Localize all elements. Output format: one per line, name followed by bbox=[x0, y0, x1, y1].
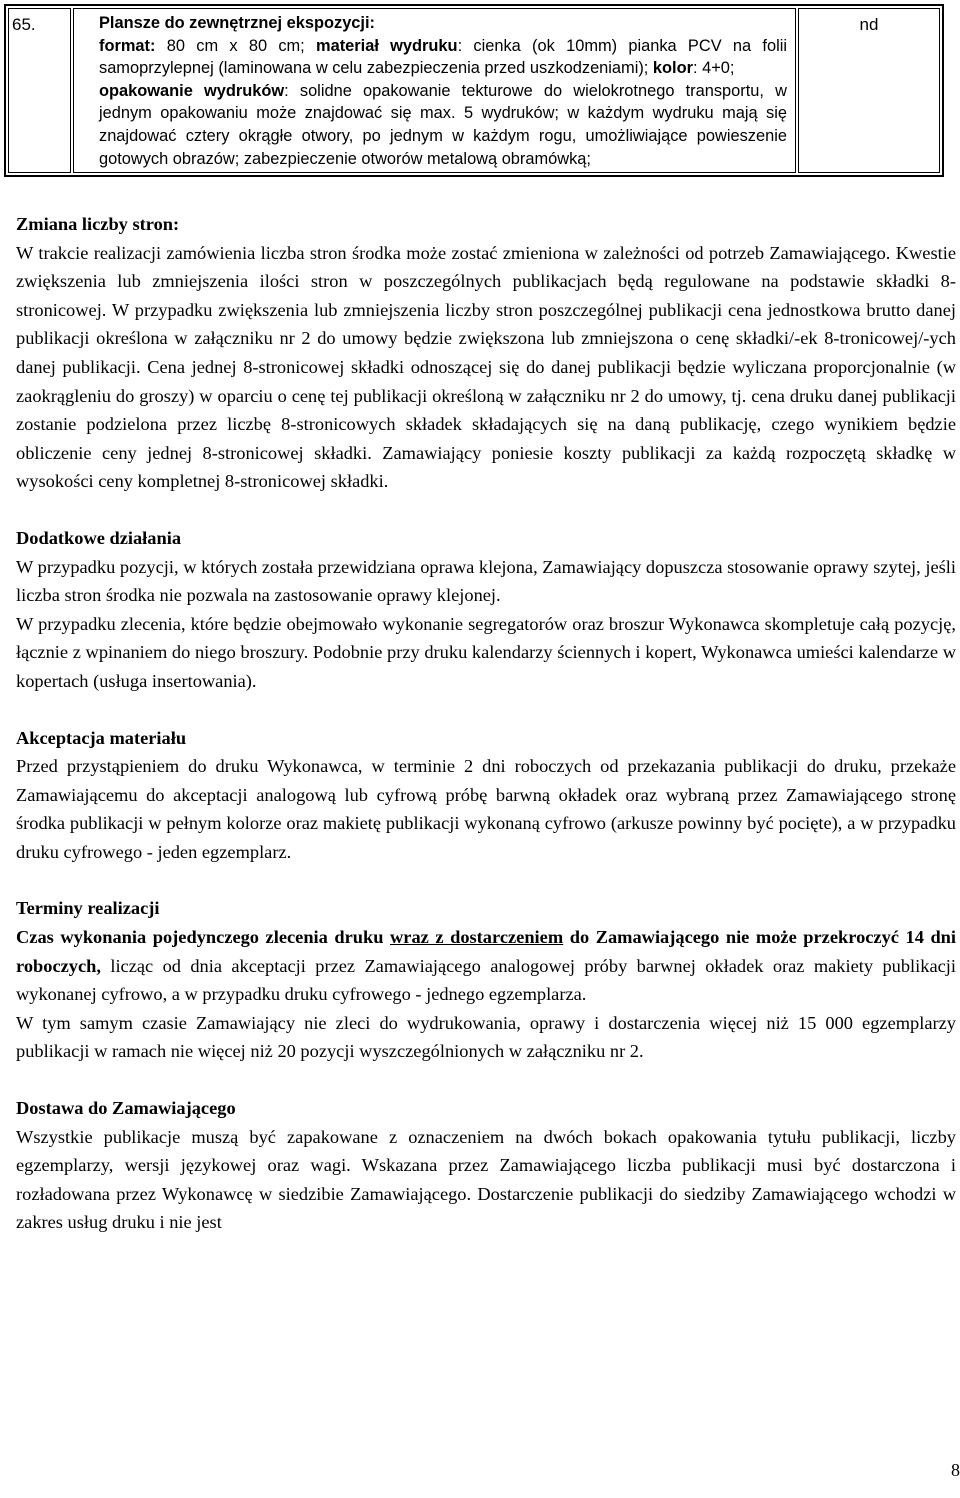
spacer bbox=[16, 696, 956, 724]
paragraph-pages-change: W trakcie realizacji zamówienia liczba stron środka może zostać zmieniona w zależności od potrzeb Zamawiającego. Kwestie zwiększenia lub zmniejszenia ilości stron w poszczególnych publikacjach będą regulowane na podstawie składki 8-stronicowej. W przypadku zwiększenia lub zmniejszenia liczby stron poszczególnej publikacji cena jednostkowa brutto danej publikacji określona w załączniku nr 2 do umowy będzie zwiększona lub zmniejszona o cenę składki/-ek 8-tronicowej/-ych danej publikacji. Cena jednej 8-stronicowej składki odnoszącej się do danej publikacji będzie wyliczana proporcjonalnie (w zaokrągleniu do groszy) w oparciu o cenę tej publikacji określoną w załączniku nr 2 do umowy, tj. cena druku danej publikacji zostanie podzielona przez liczbę 8-stronicowych składek składających się na daną publikację, czego wynikiem będzie obliczenie ceny jednej 8-stronicowej składki. Zamawiający poniesie koszty publikacji za każdą rozpoczętą składkę w wysokości ceny kompletnej 8-stronicowej składki. bbox=[16, 242, 956, 492]
paragraph-delivery: Wszystkie publikacje muszą być zapakowane z oznaczeniem na dwóch bokach opakowania tytułu publikacji, liczby egzemplarzy, wersji językowej oraz wagi. Wskazana przez Zamawiającego liczba publikacji musi być dostarczona i rozładowana przez Wykonawcę w siedzibie Zamawiającego. Dostarczenie publikacji do siedziby Zamawiającego wchodzi w zakres usług druku i nie jest bbox=[16, 1126, 956, 1233]
format-label: format: bbox=[99, 36, 156, 55]
item-title: Plansze do zewnętrznej ekspozycji: bbox=[99, 14, 375, 32]
paragraph-acceptance: Przed przystąpieniem do druku Wykonawca, w terminie 2 dni roboczych od przekazania publikacji do druku, przekaże Zamawiającemu do akceptacji analogową lub cyfrową próbę barwną okładek oraz wybraną przez Zamawiającego stronę środka publikacji w pełnym kolorze oraz makietę publikacji wykonaną cyfrowo (arkusze powinny być pocięte), a w przypadku druku cyfrowego - jeden egzemplarz. bbox=[16, 756, 956, 862]
deadline-underlined: wraz z dostarczeniem bbox=[390, 927, 564, 948]
heading-acceptance: Akceptacja materiału bbox=[16, 727, 187, 748]
spacer bbox=[16, 1066, 956, 1094]
table-row bbox=[8, 8, 940, 173]
document-body bbox=[16, 210, 956, 1237]
spacer bbox=[16, 866, 956, 894]
deadline-bold-end: do Zamawiającego nie może przekroczyć 14 dni roboczych, bbox=[16, 927, 957, 976]
color-value: : 4+0; bbox=[693, 59, 735, 78]
row-description bbox=[73, 8, 796, 173]
paragraph-deadlines-2: W tym samym czasie Zamawiający nie zleci do wydrukowania, oprawy i dostarczenia więcej niż 15 000 egzemplarzy publikacji w ramach nie więcej niż 20 pozycji wyszczególnionych w załączniku nr 2. bbox=[16, 1012, 956, 1062]
spec-table bbox=[4, 4, 944, 177]
heading-additional: Dodatkowe działania bbox=[16, 527, 182, 548]
packaging-value: : solidne opakowanie tekturowe do wielokrotnego transportu, w jednym opakowaniu może znajdować się max. 5 wydruków; w każdym wydruku mają się znajdować cztery okrągłe otwory, po jednym w każdym rogu, umożliwiające powieszenie gotowych obrazów; zabezpieczenie otworów metalową obramówką; bbox=[99, 81, 787, 168]
color-label: kolor bbox=[652, 59, 693, 78]
deadline-rest: licząc od dnia akceptacji przez Zamawiającego analogowej próby barwnej okładek oraz makiety publikacji wykonanej cyfrowo, a w przypadku druku cyfrowego - jednego egzemplarza. bbox=[16, 955, 956, 1005]
spec-table-wrapper bbox=[4, 4, 944, 177]
material-label: materiał wydruku bbox=[316, 36, 458, 55]
deadline-bold-start: Czas wykonania pojedynczego zlecenia druku bbox=[16, 927, 391, 948]
material-value: : cienka (ok 10mm) pianka PCV na folii samoprzylepnej (laminowana w celu zabezpieczenia przed uszkodzeniami); bbox=[99, 36, 787, 78]
row-number: 65. bbox=[8, 8, 71, 173]
packaging-label: opakowanie wydruków bbox=[99, 81, 285, 100]
heading-pages-change: Zmiana liczby stron: bbox=[16, 214, 180, 234]
row-quantity: nd bbox=[798, 8, 940, 173]
spacer bbox=[16, 496, 956, 524]
paragraph-deadlines-1 bbox=[16, 923, 956, 1009]
format-value: 80 cm x 80 cm; bbox=[155, 36, 317, 55]
heading-deadlines: Terminy realizacji bbox=[16, 898, 160, 919]
heading-delivery: Dostawa do Zamawiającego bbox=[16, 1098, 236, 1119]
paragraph-additional-2: W przypadku zlecenia, które będzie obejmowało wykonanie segregatorów oraz broszur Wykonawca skompletuje całą pozycję, łącznie z wpinaniem do niego broszury. Podobnie przy druku kalendarzy ściennych i kopert, Wykonawca umieści kalendarze w kopertach (usługa insertowania). bbox=[16, 613, 956, 691]
paragraph-additional-1: W przypadku pozycji, w których została przewidziana oprawa klejona, Zamawiający dopuszcza stosowanie oprawy szytej, jeśli liczba stron środka nie pozwala na zastosowanie oprawy klejonej. bbox=[16, 556, 956, 606]
page-number: 8 bbox=[951, 1460, 960, 1480]
